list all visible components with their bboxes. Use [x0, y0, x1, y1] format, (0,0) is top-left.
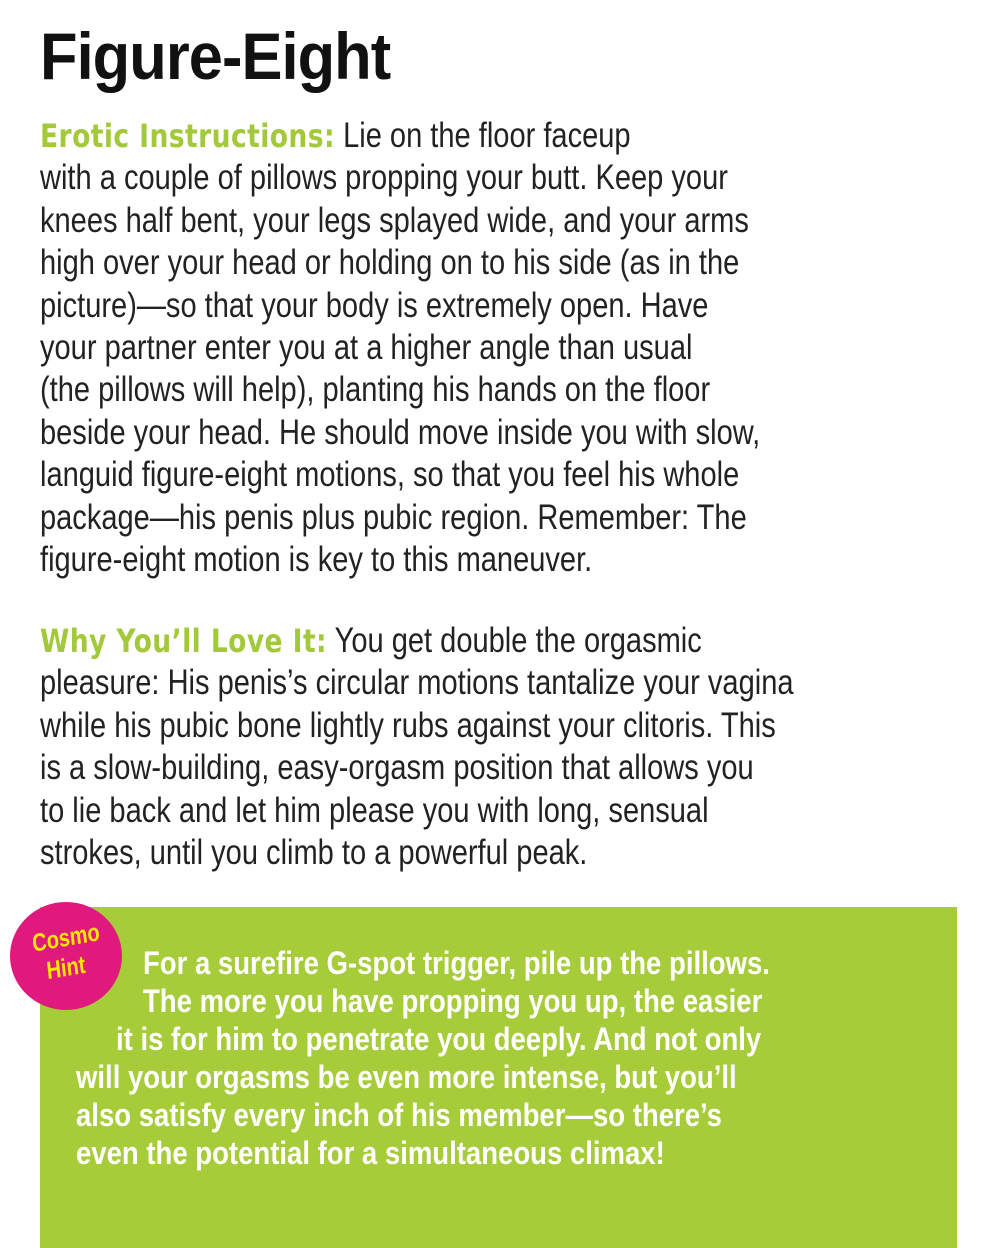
- text: Lie on the floor faceup: [335, 116, 631, 155]
- text-line: is a slow-building, easy-orgasm position that allows you: [40, 748, 754, 788]
- text-line: languid figure-eight motions, so that you feel his whole: [40, 455, 740, 495]
- cosmo-hint-badge: [10, 902, 122, 1010]
- text-line: [40, 115, 760, 157]
- section-label: Why You’ll Love It:: [40, 622, 328, 660]
- erotic-instructions: [40, 115, 908, 581]
- text-line: knees half bent, your legs splayed wide, and your arms: [40, 200, 749, 240]
- why-youll-love-it: [40, 620, 948, 874]
- page-title: Figure-Eight: [40, 19, 391, 93]
- hint-line: even the potential for a simultaneous climax!: [76, 1135, 665, 1171]
- text-line: figure-eight motion is key to this maneuver.: [40, 539, 593, 579]
- hint-line: For a surefire G-spot trigger, pile up the pillows.: [143, 945, 770, 981]
- hint-line: The more you have propping you up, the easier: [143, 983, 763, 1019]
- text: You get double the orgasmic: [327, 621, 702, 660]
- hint-line: also satisfy every inch of his member—so there’s: [76, 1097, 722, 1133]
- text-line: [40, 620, 794, 662]
- text-line: strokes, until you climb to a powerful peak.: [40, 832, 588, 872]
- text-line: your partner enter you at a higher angle than usual: [40, 327, 693, 367]
- hint-line: will your orgasms be even more intense, but you’ll: [76, 1059, 737, 1095]
- text-line: picture)—so that your body is extremely open. Have: [40, 285, 709, 325]
- section-label: Erotic Instructions:: [40, 117, 336, 155]
- text-line: package—his penis plus pubic region. Remember: The: [40, 497, 747, 537]
- text-line: high over your head or holding on to his side (as in the: [40, 243, 740, 283]
- text-line: beside your head. He should move inside you with slow,: [40, 412, 761, 452]
- text-line: while his pubic bone lightly rubs against your clitoris. This: [40, 705, 776, 745]
- text-line: pleasure: His penis’s circular motions tantalize your vagina: [40, 663, 794, 703]
- text-line: with a couple of pillows propping your butt. Keep your: [40, 158, 728, 198]
- badge-text: Cosmo: [30, 918, 102, 958]
- hint-line: it is for him to penetrate you deeply. And not only: [116, 1021, 762, 1057]
- text-line: (the pillows will help), planting his hands on the floor: [40, 370, 711, 410]
- text-line: to lie back and let him please you with long, sensual: [40, 790, 709, 830]
- badge-text: Hint: [45, 950, 87, 986]
